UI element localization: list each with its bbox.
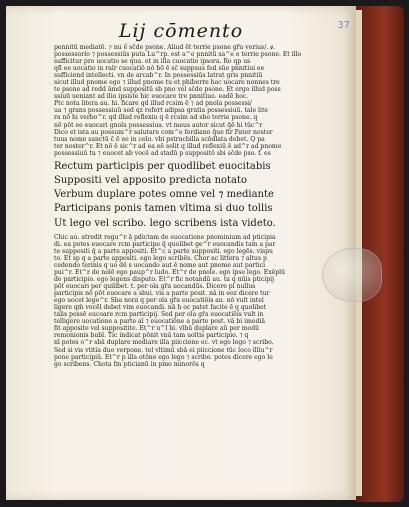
- text-line: tuus nome sanctū c̄ ē ee in celo. vbi pstrucbilla scōdlata debet. Q pa: [54, 135, 265, 143]
- text-line: di. ea potes euocare rcm participe q̄ quolibet ge^r euocandis tam a par: [54, 240, 276, 248]
- page-clip: [322, 248, 382, 302]
- text-line: ra nō hi verbo^r. qd illud reflexiu q ē rcsim ad sb̄o terrie psone. q: [54, 114, 258, 122]
- text-line: Ptc nota litera au. hi. ficare qd illud rcsim ē ⁊ ad pnola possessi/: [54, 100, 252, 108]
- text-line: ligere qm̄ vocēl debet vim euocandi. nā h oc patet facite ē q quolibet: [54, 304, 267, 312]
- text-line: to. Et sp q a parte appositi. ego lego scribēs. Chor ac littera ⁊ altus p: [54, 254, 267, 262]
- verse-line: Participans ponis tamen vltima si duo tollis: [54, 203, 273, 215]
- commentary-top: [54, 44, 350, 157]
- text-line: de participio. ego legens disputo. Et^r fic notandū au. ta q nūis pticipij: [54, 276, 274, 284]
- text-line: ua ⁊ grans possessiuū sed qz refert adipsa gratia possessiuū. tale lite: [54, 107, 268, 115]
- text-line: go scribens. Chota fm pticianū in pmo minorōs q: [54, 360, 205, 368]
- text-line: Dico et ista au possum^r salutare com^e ferdiano q̄ue fir Pater noster: [54, 128, 273, 136]
- verse-line: Rectum participis per quodlibet euocitabis: [54, 160, 271, 172]
- text-line: ego uocet lego^r. Sb̄a nora q per ola gr̄a euocatiōis au. nō vult intel: [54, 297, 264, 305]
- text-line: fit apposite vel suppositite. Et^r u^l bi. vībū duplare aū per modū: [54, 325, 260, 333]
- verse-line: Suppositi vel apposito predicta notato: [54, 174, 248, 186]
- text-line: telligere uocatione a parte aī ⁊ euocatiōne a parte post. vā bi imediā: [54, 318, 265, 326]
- text-line: pennitū mediatē. ⁊ nu ē sc̄de psone. Aliud ẽt terrie psone gr̄a verius/. ꝟ.: [54, 44, 276, 51]
- text-line: sufficiend intellecti. vn de arcab^r. In possessiūs latrat gris pnnitiū: [54, 72, 263, 80]
- commentary-bottom: [54, 234, 350, 368]
- text-line: te psone ad redd āmd suppositū sb pno vel sc̄de psone. Et ergo illud poss: [54, 86, 281, 94]
- text-line: talis possē eucoare rcm participij. Sed per ola gr̄a euocatiōis vult in: [54, 311, 264, 319]
- text-line: te suppositi q̄ a parte appositi. Et^c a parte suppositi. ego legēs. vispu: [54, 247, 273, 255]
- text-line: pui^r. Et^r de nolē ego paup^r ludo. Et^r de pnole. ego ipse lego. Exēplū: [54, 269, 286, 276]
- text-block: [54, 44, 350, 368]
- verse-line: Ut lego vel scribo. lego scribens ista videto.: [54, 217, 276, 229]
- verse-block: [54, 160, 350, 231]
- folio-mark: 37: [337, 20, 350, 31]
- text-line: qñ̄ ee uocatio in ralr cuocatiō nō hō ē sc̄ suppsus fed sūe pnnitiui ee: [54, 65, 265, 73]
- text-line: nō pōt ee euocari gnola possessiua. vt meus autor sicut q̄ē hi tūc^r: [54, 121, 263, 129]
- text-line: ssiuū ueniant ad ilio ipsiste hic euocare tre pnnitiuo. eadē hoc.: [54, 93, 249, 101]
- text-line: nī potes o^r sbā duplare mediare illa piiccione ec. vt ego lego ⁊ scribo.: [54, 339, 274, 347]
- text-line: cedendo terinis q uo dē s uocando aut ē nome aut pnome aut partici: [54, 261, 266, 269]
- text-line: participis nō pōt euocare a sb̄ui. vis a parte posit. nā in eoz dicere tur: [54, 290, 270, 298]
- text-line: ter noster^r. Et nō ē sic^r ad ea eē solit q illud reflexiū ē ad^r ad pnome: [54, 142, 282, 150]
- text-line: sufficitur pro uocatio se qua. et in illa cuocatio ipsora. Ro qp us: [54, 58, 251, 66]
- text-line: pōt euocari per quilibet. t. per ola gr̄a uocandūs. Dicere pl nullus: [54, 283, 256, 291]
- text-line: possessiuū tu ⁊ euocet ab vocē ad stadū p suppositō sbi sc̄de pso. f. es: [54, 149, 271, 157]
- text-line: Sed si vis vtitia duo verpone. tel vltimū sbā ei piiccione tūc loco illiu^r: [54, 346, 273, 354]
- text-line: possessorio ⁊ possessiūs puta Lu^rp. est a^e pnnitū sa^e e terrie psone. Et illo: [54, 51, 302, 59]
- text-line: Chic au. atredit regu^r ā pdictam de euocatione pnominium ad pticipia: [54, 233, 276, 241]
- running-head: Lij cōmento: [118, 20, 244, 42]
- book-page: [6, 6, 356, 500]
- verse-line: Verbum duplare potes omne vel ⁊ mediante: [54, 189, 274, 201]
- text-line: sicut illud pnome ego ⁊ illud pnome tu et phiberre hac uocare nonnes tre: [54, 79, 280, 87]
- text-line: remonionis bubī. Tic indicat pōnit vnā tam uoītis participio. ⁊ q: [54, 332, 249, 340]
- text-line: pone participiū. Et^r p illa otōne ego lego ⁊ scribo. potes dicere ego le: [54, 353, 273, 361]
